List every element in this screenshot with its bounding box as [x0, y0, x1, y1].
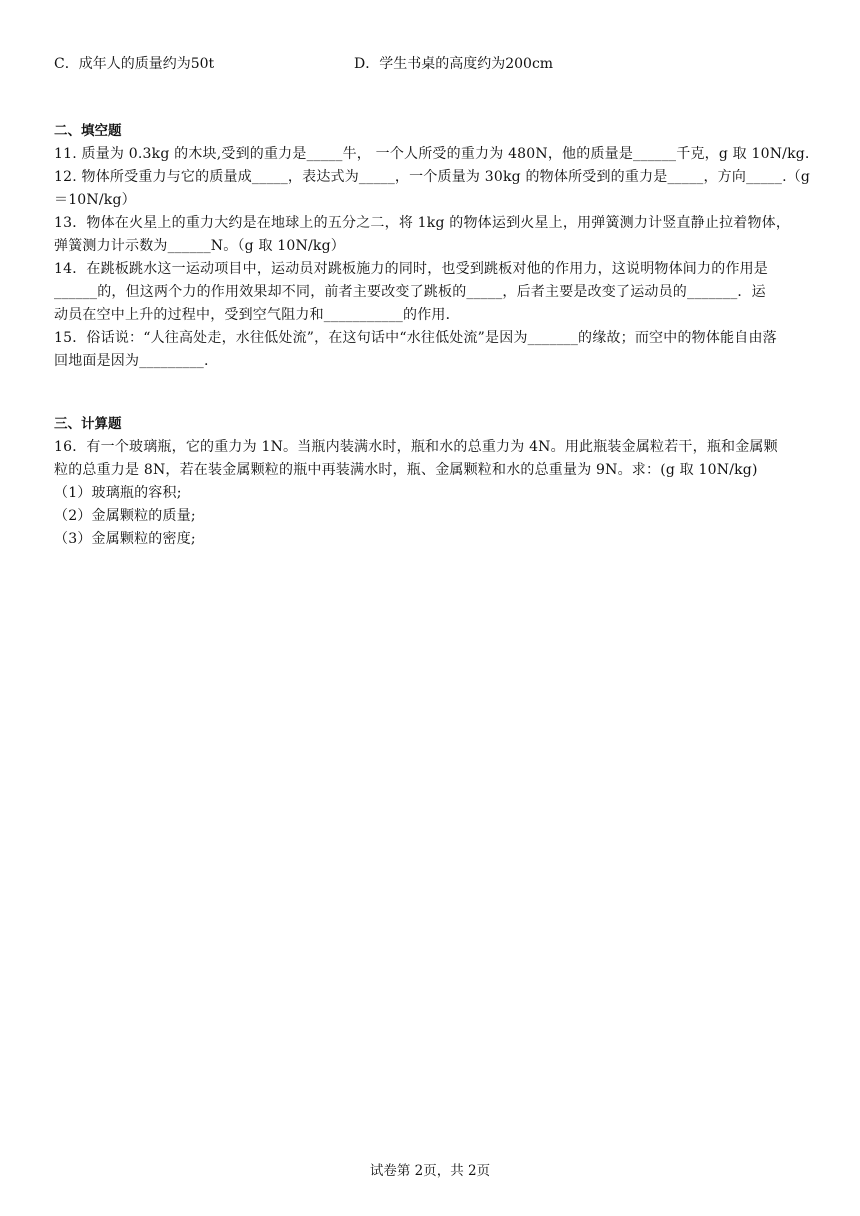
question-14-line-1: 14．在跳板跳水这一运动项目中，运动员对跳板施力的同时，也受到跳板对他的作用力，这说明物体间力的作用是	[54, 261, 769, 277]
question-15-line-2: 回地面是因为_________.	[54, 353, 209, 369]
option-d: D．学生书桌的高度约为200cm	[354, 56, 554, 72]
section-heading-calculation: 三、计算题	[54, 416, 122, 432]
question-12-line-1: 12. 物体所受重力与它的质量成_____，表达式为_____，一个质量为 30kg 的物体所受到的重力是_____，方向_____.（g	[54, 169, 811, 185]
question-15-line-1: 15．俗话说：“人往高处走，水往低处流”，在这句话中“水往低处流”是因为_______的缘故；而空中的物体能自由落	[54, 330, 777, 346]
question-16-part-2: （2）金属颗粒的质量;	[54, 508, 196, 524]
question-12-line-2: ＝10N/kg）	[54, 192, 136, 208]
question-13-line-2: 弹簧测力计示数为______N。（g 取 10N/kg）	[54, 238, 345, 254]
section-heading-fill-blank: 二、填空题	[54, 123, 122, 139]
option-c: C．成年人的质量约为50t	[54, 56, 215, 72]
question-14-line-2: ______的，但这两个力的作用效果却不同，前者主要改变了跳板的_____，后者主要是改变了运动员的_______．运	[54, 284, 766, 300]
question-13-line-1: 13．物体在火星上的重力大约是在地球上的五分之二，将 1kg 的物体运到火星上，用弹簧测力计竖直静止拉着物体，	[54, 215, 791, 231]
question-16-part-1: （1）玻璃瓶的容积;	[54, 485, 182, 501]
page-footer: 试卷第 2页，共 2页	[369, 1163, 491, 1179]
question-16-line-1: 16．有一个玻璃瓶，它的重力为 1N。当瓶内装满水时，瓶和水的总重力为 4N。用此瓶装金属粒若干，瓶和金属颗	[54, 439, 778, 455]
question-16-line-2: 粒的总重力是 8N，若在装金属颗粒的瓶中再装满水时，瓶、金属颗粒和水的总重量为 9N。求：(g 取 10N/kg)	[54, 462, 758, 478]
question-14-line-3: 动员在空中上升的过程中，受到空气阻力和___________的作用．	[54, 307, 460, 323]
question-16-part-3: （3）金属颗粒的密度;	[54, 531, 196, 547]
question-11: 11. 质量为 0.3kg 的木块,受到的重力是_____牛， 一个人所受的重力为 480N，他的质量是______千克，g 取 10N/kg.	[54, 146, 810, 162]
